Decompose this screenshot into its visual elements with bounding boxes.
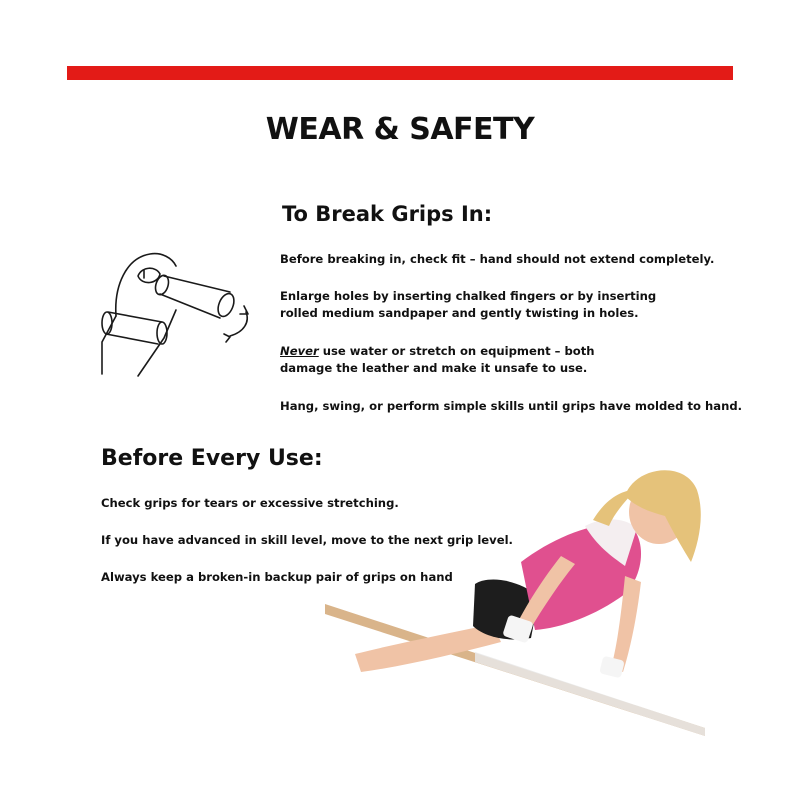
- before-use-heading: Before Every Use:: [101, 446, 323, 471]
- never-item-text: use water or stretch on equipment – both damage the leather and make it unsafe to use.: [280, 344, 595, 375]
- page-title: WEAR & SAFETY: [265, 112, 535, 147]
- break-in-heading: To Break Grips In:: [282, 202, 493, 226]
- before-use-item-2: If you have advanced in skill level, move to the next grip level.: [101, 533, 513, 547]
- before-use-item-1: Check grips for tears or excessive stretching.: [101, 496, 399, 510]
- break-in-item-2: Enlarge holes by inserting chalked fingers or by inserting rolled medium sandpaper and gently twisting in holes.: [280, 289, 657, 320]
- break-in-item-4: Hang, swing, or perform simple skills until grips have molded to hand.: [280, 399, 743, 413]
- header-accent-bar: [67, 66, 733, 80]
- break-in-item-3: [280, 343, 650, 377]
- gymnast-photo: [325, 466, 705, 736]
- grip-illustration: [98, 246, 258, 380]
- break-in-item-1: Before breaking in, check fit – hand should not extend completely.: [280, 252, 715, 266]
- before-use-item-3: Always keep a broken-in backup pair of grips on hand: [101, 570, 453, 584]
- never-emphasis: Never: [280, 344, 319, 358]
